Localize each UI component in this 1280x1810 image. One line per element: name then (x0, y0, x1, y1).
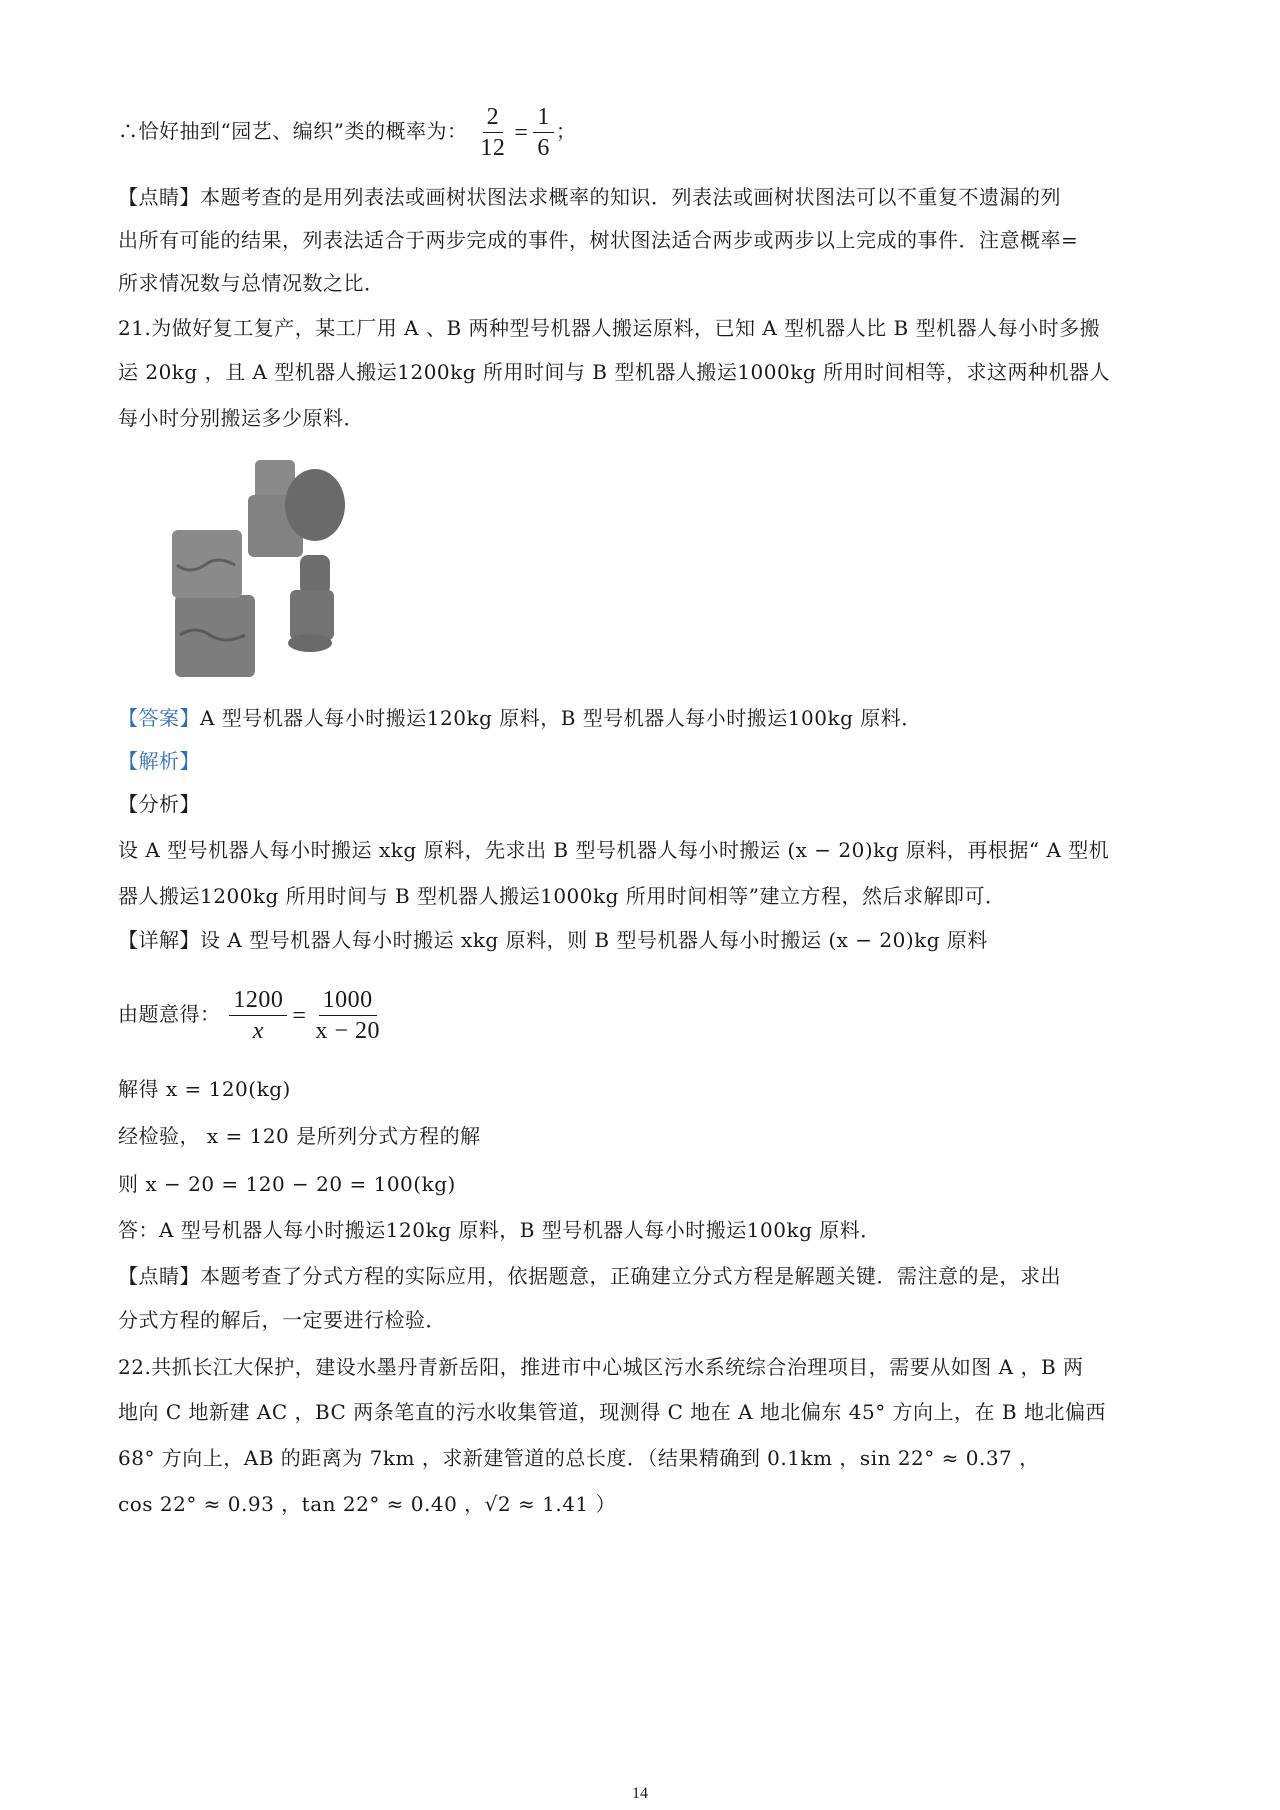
robot-illustration (115, 455, 385, 685)
analysis-label: 【解析】 (118, 749, 200, 773)
numerator: 2 (483, 102, 504, 133)
denominator: x (252, 1018, 264, 1044)
q21-answer (118, 704, 1180, 732)
detail-label: 【详解】 (118, 928, 200, 952)
denominator: 6 (537, 135, 550, 161)
check-line: 经检验， x = 120 是所列分式方程的解 (118, 1124, 481, 1148)
answer-label: 【答案】 (118, 706, 200, 730)
conclusion-text: ∴恰好抽到“园艺、编织”类的概率为： (118, 119, 468, 143)
note-text: 本题考查了分式方程的实际应用，依据题意，正确建立分式方程是解题关键．需注意的是，求出 (200, 1264, 1061, 1288)
robot-boxes-icon (115, 455, 385, 685)
fraction-1000-x-20 (311, 985, 384, 1046)
prev-note-line-3: 所求情况数与总情况数之比． (118, 271, 385, 295)
final-answer-line: 答：A 型号机器人每小时搬运120kg 原料，B 型号机器人每小时搬运100kg 原料． (118, 1218, 881, 1242)
q21-note-line-2: 分式方程的解后，一定要进行检验． (118, 1308, 446, 1332)
note-label: 【点睛】 (118, 185, 200, 209)
q21-line-3: 每小时分别搬运多少原料． (118, 406, 364, 430)
prev-note-line-2: 出所有可能的结果，列表法适合于两步完成的事件，树状图法适合两步或两步以上完成的事件．注意概率= (118, 228, 1079, 252)
solve-line: 解得 x = 120(kg) (118, 1077, 291, 1101)
equation-prefix: 由题意得： (118, 1002, 221, 1026)
q22-line-2: 地向 C 地新建 AC ，BC 两条笔直的污水收集管道，现测得 C 地在 A 地北偏东 45° 方向上，在 B 地北偏西 (118, 1400, 1106, 1424)
q21-note-line-1 (118, 1262, 1180, 1290)
fraction-2-12 (476, 102, 509, 163)
detail-line (118, 926, 1180, 954)
then-line: 则 x − 20 = 120 − 20 = 100(kg) (118, 1172, 456, 1196)
numerator: 1 (533, 102, 554, 133)
denominator: 12 (480, 135, 506, 161)
denominator: x − 20 (315, 1018, 380, 1044)
equation-line (118, 985, 1180, 1046)
detail-text: 设 A 型号机器人每小时搬运 xkg 原料，则 B 型号机器人每小时搬运 (x − 20)kg 原料 (200, 928, 988, 952)
fraction-1200-x (229, 985, 287, 1046)
note-text: 本题考查的是用列表法或画树状图法求概率的知识．列表法或画树状图法可以不重复不遗漏的列 (200, 185, 1061, 209)
fraction-1-6 (533, 102, 554, 163)
fenxi-line-1: 设 A 型号机器人每小时搬运 xkg 原料，先求出 B 型号机器人每小时搬运 (x − 20)kg 原料，再根据“ A 型机 (118, 838, 1110, 862)
numerator: 1200 (229, 985, 287, 1016)
note-label: 【点睛】 (118, 1264, 200, 1288)
prev-note-line-1 (118, 183, 1180, 211)
q22-line-1: 22.共抓长江大保护，建设水墨丹青新岳阳，推进市中心城区污水系统综合治理项目，需要从如图 A ，B 两 (118, 1355, 1084, 1379)
numerator: 1000 (319, 985, 377, 1016)
equals-sign: = (292, 1002, 307, 1029)
probability-conclusion (118, 102, 1180, 163)
q22-line-3: 68° 方向上，AB 的距离为 7km ，求新建管道的总长度．（结果精确到 0.1km ，sin 22° ≈ 0.37 ， (118, 1446, 1040, 1470)
fenxi-line-2: 器人搬运1200kg 所用时间与 B 型机器人搬运1000kg 所用时间相等”建立方程，然后求解即可． (118, 884, 1006, 908)
q21-line-2: 运 20kg ，且 A 型机器人搬运1200kg 所用时间与 B 型机器人搬运1000kg 所用时间相等，求这两种机器人 (118, 360, 1111, 384)
page-number: 14 (632, 1785, 648, 1802)
semicolon: ； (555, 119, 577, 143)
fenxi-label: 【分析】 (118, 792, 200, 816)
answer-text: A 型号机器人每小时搬运120kg 原料，B 型号机器人每小时搬运100kg 原料． (200, 706, 922, 730)
equals-sign: = (514, 119, 529, 146)
q22-line-4: cos 22° ≈ 0.93 ，tan 22° ≈ 0.40 ，√2 ≈ 1.41 ） (118, 1492, 617, 1516)
q21-line-1: 21.为做好复工复产，某工厂用 A 、B 两种型号机器人搬运原料，已知 A 型机器人比 B 型机器人每小时多搬 (118, 316, 1101, 340)
